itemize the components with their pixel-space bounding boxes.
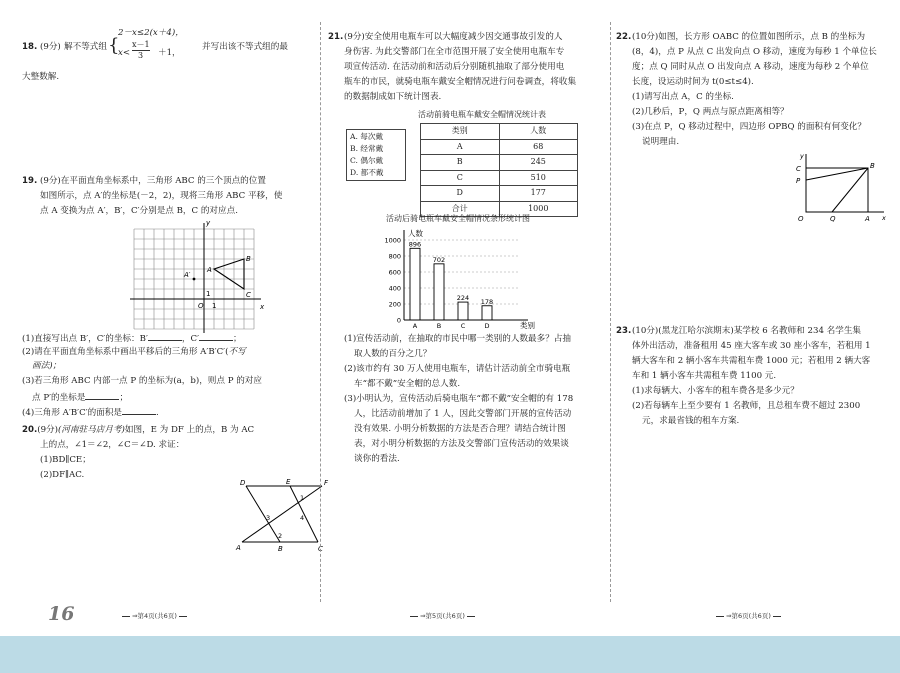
sub-text: (2)请在平面直角坐标系中画出平移后的三角形 A′B′C′( [22,347,229,357]
question-text-line: 车和 1 辆小客车共需租车费 1100 元. [632,371,777,381]
question-score: (9分) [40,42,61,52]
question-number: 22. [616,32,632,42]
y-tick-label: 600 [388,268,401,277]
x-axis-label: x [260,303,265,311]
question-text-line: (10分)如图，长方形 OABC 的位置如图所示，点 B 的坐标为 [632,32,866,42]
question-text-line: (8，4)，点 P 从点 C 出发向点 O 移动，速度为每秒 1 个单位长 [632,47,877,57]
table-row [421,155,578,171]
label-a: A [865,215,870,223]
inequality-1: 2－x≤2(x＋4)， [118,28,184,38]
question-text-line: 体外出活动，准备租用 45 座大客车或 30 座小客车，若租用 1 [632,341,871,351]
bar-value-label: 178 [480,297,494,306]
column-divider [610,22,611,602]
y-axis-label: y [206,219,211,227]
x-tick-label: B [436,322,442,330]
footer-text: 第5页(共6页) [425,612,465,620]
sub-question-3: (3)若三角形 ABC 内部一点 P 的坐标为(a，b)，则点 P 的对应 [22,376,262,386]
table-row [421,186,578,202]
chart-x-label: 类别 [520,321,535,330]
angle-3-label: 3 [266,514,271,522]
inequality-2-denominator: 3 [138,51,144,60]
table-cell: 510 [499,170,578,186]
label-e: E [286,478,291,486]
question-text-line: 的数据制成如下统计图表. [344,92,442,102]
question-number: 21. [328,32,344,42]
stats-table [420,123,578,217]
legend-item: D. 都不戴 [350,168,384,177]
system-brace: { [108,35,120,56]
sub-text: ； [119,393,129,403]
label-f: F [324,479,329,487]
bottom-band [0,636,900,673]
table-header-cell: 类别 [421,124,500,140]
question-number: 18. [22,42,38,52]
answer-blank[interactable] [85,389,119,400]
angle-4-label: 4 [300,514,305,522]
question-text: 如图，E 为 DF 上的点，B 为 AC [124,425,255,435]
question-text-line: 长度，设运动时间为 t(0≤t≤4). [632,77,754,87]
sub-question-1: (1)宣传活动前，在抽取的市民中哪一类别的人数最多？占抽 [344,334,572,344]
x-unit-label: 1 [212,302,217,310]
sub-question-3-cont: 人，比活动前增加了 1 人，因此交警部门开展的宣传活动 [354,409,572,419]
question-text: 解不等式组 [64,42,107,52]
y-tick-label: 400 [388,284,401,293]
question-text-line: 点 A 变换为点 A′，B′，C′分别是点 B，C 的对应点. [40,206,238,216]
angle-2-label: 2 [278,532,283,540]
sub-text: 点 P′的坐标是 [32,393,86,403]
sub-text: )； [49,361,62,371]
answer-blank[interactable] [148,330,182,341]
sub-question-1: (1)请写出点 A，C 的坐标. [632,92,734,102]
question-text-line [22,423,254,438]
label-b: B [278,545,283,553]
label-d: D [240,479,246,487]
sub-question-1: (1)BD∥CE； [40,455,91,465]
y-tick-label: 0 [396,316,401,325]
sub-text: . [156,408,159,418]
sub-question-2-cont: 元，求最省钱的租车方案. [642,416,740,426]
bar-chart [368,224,548,330]
sub-question-4 [22,404,159,421]
bar-value-label: 702 [432,255,446,264]
table-cell: B [421,155,500,171]
chart-title: 活动后骑电瓶车戴安全帽情况条形统计图 [386,214,530,223]
question-text-line: 如图所示，点 A′的坐标是(－2，2)，现将三角形 ABC 平移，使 [40,191,283,201]
table-cell: 1000 [499,201,578,217]
origin-label: O [198,302,204,310]
question-text-line: 上的点，∠1＝∠2，∠C＝∠D. 求证： [40,440,185,450]
table-cell: 245 [499,155,578,171]
question-text-line: (9分)安全使用电瓶车可以大幅度减少因交通事故引发的人 [344,32,563,42]
sub-question-3-cont: 没有效果. 小明分析数据的方法是否合理？请结合统计图 [354,424,566,434]
x-tick-label: A [412,322,418,330]
coordinate-grid-figure [126,219,266,339]
bar-b [434,264,444,320]
sub-text: (1)直接写出点 B′，C′的坐标：B′ [22,334,148,344]
table-header-cell: 人数 [499,124,578,140]
table-row [421,139,578,155]
page-number: 16 [48,603,75,625]
sub-question-1-cont: 取人数的百分之几？ [354,349,432,359]
line-bd [246,486,283,542]
sub-question-2-cont [32,359,61,374]
y-axis-label: y [800,152,804,160]
label-a: A [236,544,241,552]
sub-question-3: (3)在点 P，Q 移动过程中，四边形 OPBQ 的面积有何变化？ [632,122,866,132]
table-cell: 177 [499,186,578,202]
sub-text: (4)三角形 A′B′C′的面积是 [22,408,123,418]
sub-question-2: (2)若每辆车上至少要有 1 名教师，且总租车费不超过 2300 [632,401,861,411]
question-text-line: 瓶车的市民，就骑电瓶车戴安全帽情况进行问卷调查，将收集 [344,77,577,87]
legend-item: A. 每次戴 [350,132,384,141]
label-c: C [246,291,251,299]
bar-d [482,306,492,320]
sub-question-3-cont: 谈你的看法. [354,454,400,464]
sub-text: ，C′ [181,334,200,344]
sub-question-2-cont: 车“都不戴”安全帽的总人数. [354,379,461,389]
label-o: O [798,215,804,223]
label-b: B [246,255,251,263]
bar-value-label: 224 [456,294,470,303]
sub-question-3: (3)小明认为，宣传活动后骑电瓶车“都不戴”安全帽的有 178 [344,394,574,404]
label-p: P [796,177,801,185]
sub-question-2: (2)几秒后，P，Q 两点与原点距离相等？ [632,107,789,117]
point-a-prime [193,278,196,281]
y-tick-label: 1000 [384,236,401,245]
label-c: C [796,165,801,173]
question-number: 19. [22,176,38,186]
table-cell: A [421,139,500,155]
question-text-cont: 并写出该不等式组的最 [202,42,288,52]
angle-1-label: 1 [300,494,305,502]
footer-text: 第6页(共6页) [731,612,771,620]
bar-c [458,302,468,320]
label-b: B [870,162,875,170]
y-tick-label: 200 [388,300,401,309]
footer-page-left: ⇒第4页(共6页) [122,611,187,620]
answer-blank[interactable] [199,330,233,341]
question-number: 20. [22,425,38,435]
question-text-cont2: 大整数解. [22,72,60,82]
sub-note: 不写 [228,347,246,357]
segment-pb [806,168,868,180]
table-header-row [421,124,578,140]
x-tick-label: D [484,322,490,330]
y-tick-label: 800 [388,252,401,261]
y-unit-label: 1 [206,290,211,298]
table-cell: C [421,170,500,186]
inequality-2-left: x< [118,48,131,58]
sub-question-2: (2)该市约有 30 万人使用电瓶车，请估计活动前全市骑电瓶 [344,364,571,374]
label-a: A [207,266,212,274]
bar-value-label: 896 [408,240,422,249]
question-text-line: (9分)在平面直角坐标系中，三角形 ABC 的三个顶点的位置 [40,176,266,186]
inequality-2-numerator: x－1 [132,40,150,49]
table-cell: D [421,186,500,202]
triangle-abc [214,259,244,289]
sub-question-3-cont: 表，对小明分析数据的方法及交警部门宣传活动的效果谈 [354,439,569,449]
footer-page-right: ⇒第6页(共6页) [716,611,781,620]
chart-y-label: 人数 [408,229,423,238]
legend-item: B. 经常戴 [350,144,384,153]
sub-question-2: (2)DF∥AC. [40,470,85,480]
sub-question-2 [22,345,246,360]
question-text-line: 项宣传活动. 在活动前和活动后分别随机抽取了部分使用电 [344,62,565,72]
table-cell: 68 [499,139,578,155]
table-title: 活动前骑电瓶车戴安全帽情况统计表 [418,110,546,119]
question-text-line: 度；点 Q 同时从点 O 出发向点 A 移动，速度为每秒 2 个单位 [632,62,869,72]
question-source: (河南驻马店月考) [58,425,125,435]
bar-a [410,248,420,320]
sub-question-3-cont: 说明理由. [642,137,680,147]
answer-blank[interactable] [122,404,156,415]
footer-text: 第4页(共6页) [137,612,177,620]
sub-note: 画法 [32,361,50,371]
question-score: (9分) [37,425,59,435]
x-tick-label: C [460,322,466,330]
table-cell: 合计 [421,201,500,217]
label-q: Q [830,215,836,223]
sub-text: ； [233,334,242,344]
category-legend [346,129,406,181]
question-text-line: 身伤害. 为此交警部门在全市范围开展了安全使用电瓶车专 [344,47,565,57]
question-18 [22,26,312,86]
question-number: 23. [616,326,632,336]
label-c: C [318,545,323,553]
label-a-prime: A′ [184,271,191,279]
footer-page-mid: ⇒第5页(共6页) [410,611,475,620]
sub-question-1: (1)求每辆大、小客车的租车费各是多少元？ [632,386,799,396]
column-divider [320,22,321,602]
legend-item: C. 偶尔戴 [350,156,384,165]
x-axis-label: x [882,214,886,222]
inequality-2-right: ＋1， [158,48,181,58]
rectangle-figure [792,150,888,224]
parallel-lines-figure [234,476,342,556]
table-row [421,170,578,186]
question-text-line: (10分)(黑龙江哈尔滨期末)某学校 6 名教师和 234 名学生集 [632,326,862,336]
segment-qb [832,168,868,212]
question-text-line: 辆大客车和 2 辆小客车共需租车费 1000 元；若租用 2 辆大客 [632,356,871,366]
